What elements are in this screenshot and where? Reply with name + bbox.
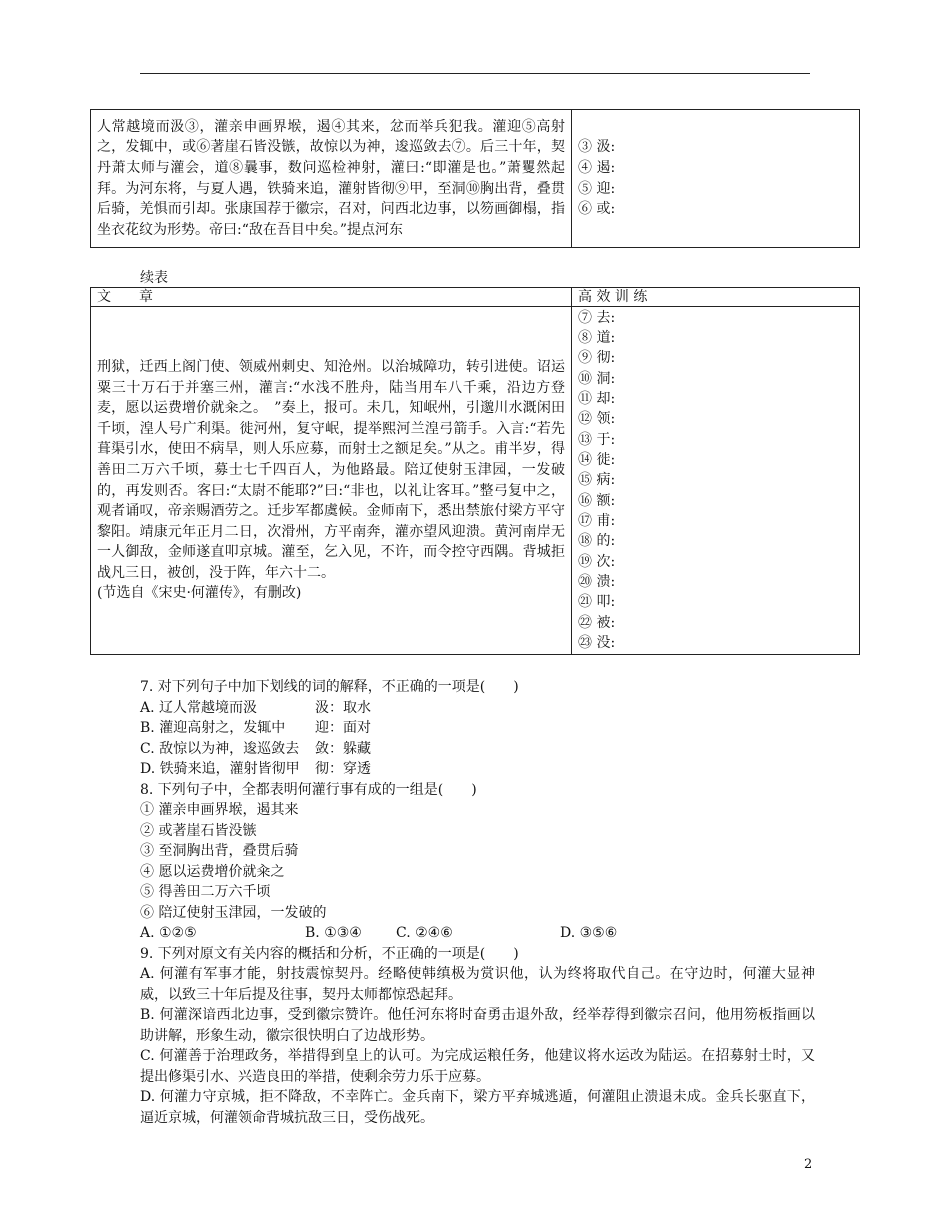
question-7-stem: 7. 对下列句子中加下划线的词的解释，不正确的一项是( ) xyxy=(140,679,519,695)
option-a: A. ①②⑤ xyxy=(140,925,197,941)
question-9-option-a: A. 何灌有军事才能，射技震惊契丹。经略使韩缜极为赏识他，认为终将取代自己。在守边时，何灌大显神威，以致三十年后提及往事，契丹太师都惊恐起拜。 xyxy=(140,966,815,1003)
column-header-article: 文 章 xyxy=(91,288,572,307)
vocab-cell xyxy=(572,307,860,655)
vocab-item: ⑥ 或: xyxy=(578,201,616,218)
column-header-training: 高 效 训 练 xyxy=(572,288,860,307)
vocab-item: ⑩ 洞: xyxy=(578,370,616,387)
passage-cell xyxy=(91,110,572,248)
option-d: D. ③⑤⑥ xyxy=(560,925,618,941)
question-8-item: ③ 至洞胸出背，叠贯后骑 xyxy=(140,843,299,859)
question-9-option-c: C. 何灌善于治理政务，举措得到皇上的认可。为完成运粮任务，他建议将水运改为陆运。在招募射士时，又提出修渠引水、兴造良田的举措，使剩余劳力乐于应募。 xyxy=(140,1048,815,1085)
option-c: C. ②④⑥ xyxy=(396,925,453,941)
vocab-item: ⑨ 彻: xyxy=(578,350,616,367)
option-gloss: 汲：取水 xyxy=(315,699,371,716)
passage-text: 人常越境而汲③，灌亲申画界堠，遏④其来，忿而举兵犯我。灌迎⑤高射之，发辄中，或⑥著崖石皆没镞，故惊以为神，逡巡敛去⑦。后三十年，契丹萧太师与灌会，道⑧曩事，数问巡检神射，灌曰:“即灌是也。”萧矍然起拜。为河东将，与夏人遇，铁骑来追，灌射皆彻⑨甲，至洞⑩胸出背，叠贯后骑，羌惧而引却。张康国荐于徽宗，召对，问西北边事，以笏画御榻，指坐衣花纹为形势。帝曰:“敌在吾目中矣。”提点河东 xyxy=(97,118,565,238)
vocab-item: ⑱ 的: xyxy=(578,533,616,550)
page-number: 2 xyxy=(804,1157,813,1172)
question-7-option-d xyxy=(140,759,815,780)
option-gloss: 敛：躲藏 xyxy=(315,740,371,757)
vocab-item: ㉑ 叩: xyxy=(578,594,616,611)
vocab-item: ④ 遏: xyxy=(578,159,616,176)
passage-table-1 xyxy=(90,109,860,248)
vocab-item: ⑰ 甫: xyxy=(578,513,616,530)
vocab-cell xyxy=(572,110,860,248)
question-8-item: ④ 愿以运费增价就籴之 xyxy=(140,863,285,880)
question-8-item: ⑤ 得善田二万六千顷 xyxy=(140,884,271,900)
vocab-item: ⑲ 次: xyxy=(578,553,616,570)
vocab-item: ⑫ 领: xyxy=(578,411,616,428)
question-8-stem: 8. 下列句子中，全都表明何灌行事有成的一组是( ) xyxy=(140,781,477,798)
option-text: B. 灌迎高射之，发辄中 xyxy=(140,720,286,736)
vocab-item: ⑧ 道: xyxy=(578,329,616,346)
passage-text: 刑狱，迁西上阁门使、领威州刺史、知沧州。以治城障功，转引进使。诏运粟三十万石于并塞三州，灌言:“水浅不胜舟，陆当用车八千乘，沿边方登麦，愿以运费增价就籴之。 ”奏上，报可。未几，知岷州，引邈川水溉闲田千顷，湟人号广利渠。徙河州，复守岷，提举熙河兰湟弓箭手。入言:“若先葺渠引水，使田不病旱，则人乐应募，而射士之额足矣。”从之。甫半岁，得善田二万六千顷，募士七千四百人，为他路最。陪辽使射玉津园，一发破的，再发则否。客曰:“太尉不能耶?”曰:“非也，以礼让客耳。”整弓复中之，观者诵叹，帝亲赐酒劳之。迁步军都虞候。金师南下，悉出禁旅付梁方平守黎阳。靖康元年正月二日，次滑州，方平南奔，灌亦望风迎溃。黄河南岸无一人御敌，金师遂直叩京城。灌至，乞入见，不许，而令控守西隅。背城拒战凡三日，被创，没于阵，年六十二。 xyxy=(97,358,565,581)
vocab-item: ㉓ 没: xyxy=(578,635,616,652)
vocab-item: ⑳ 溃: xyxy=(578,574,616,591)
vocab-item: ⑯ 额: xyxy=(578,492,616,509)
question-7-option-a xyxy=(140,698,815,719)
option-b: B. ①③④ xyxy=(305,925,362,941)
vocab-item: ⑪ 却: xyxy=(578,390,616,407)
question-9-option-b: B. 何灌深谙西北边事，受到徽宗赞许。他任河东将时奋勇击退外敌，经举荐得到徽宗召问，他用笏板指画以助讲解，形象生动，徽宗很快明白了边战形势。 xyxy=(140,1007,815,1044)
vocab-item: ⑬ 于: xyxy=(578,431,616,448)
question-9-option-d: D. 何灌力守京城，拒不降敌，不幸阵亡。金兵南下，梁方平弃城逃遁，何灌阻止溃退未成。金兵长驱直下，逼近京城，何灌领命背城抗敌三日，受伤战死。 xyxy=(140,1089,815,1126)
vocab-item: ⑤ 迎: xyxy=(578,180,616,197)
vocab-item: ⑦ 去: xyxy=(578,309,616,326)
questions-section xyxy=(140,677,815,1128)
question-8-options xyxy=(140,923,815,944)
question-7-option-b xyxy=(140,718,815,739)
option-gloss: 彻：穿透 xyxy=(315,761,371,777)
question-9-stem: 9. 下列对原文有关内容的概括和分析，不正确的一项是( ) xyxy=(140,945,519,962)
question-8-item: ② 或著崖石皆没镞 xyxy=(140,822,257,839)
option-text: A. 辽人常越境而汲 xyxy=(140,699,258,716)
question-7-option-c xyxy=(140,739,815,760)
option-text: D. 铁骑来追，灌射皆彻甲 xyxy=(140,761,300,777)
question-8-item: ⑥ 陪辽使射玉津园，一发破的 xyxy=(140,904,327,921)
question-8-item: ① 灌亲申画界堠，遏其来 xyxy=(140,802,299,818)
header-rule xyxy=(140,73,810,74)
passage-table-2 xyxy=(90,287,860,655)
vocab-item: ⑭ 徙: xyxy=(578,451,616,468)
passage-cell xyxy=(91,307,572,655)
vocab-item: ⑮ 病: xyxy=(578,472,616,489)
vocab-item: ③ 汲: xyxy=(578,139,616,156)
passage-source: (节选自《宋史·何灌传》，有删改) xyxy=(97,585,302,602)
vocab-item: ㉒ 被: xyxy=(578,614,616,631)
option-text: C. 敌惊以为神，逡巡敛去 xyxy=(140,740,300,757)
continued-label: 续表 xyxy=(140,270,168,286)
option-gloss: 迎：面对 xyxy=(315,720,371,736)
